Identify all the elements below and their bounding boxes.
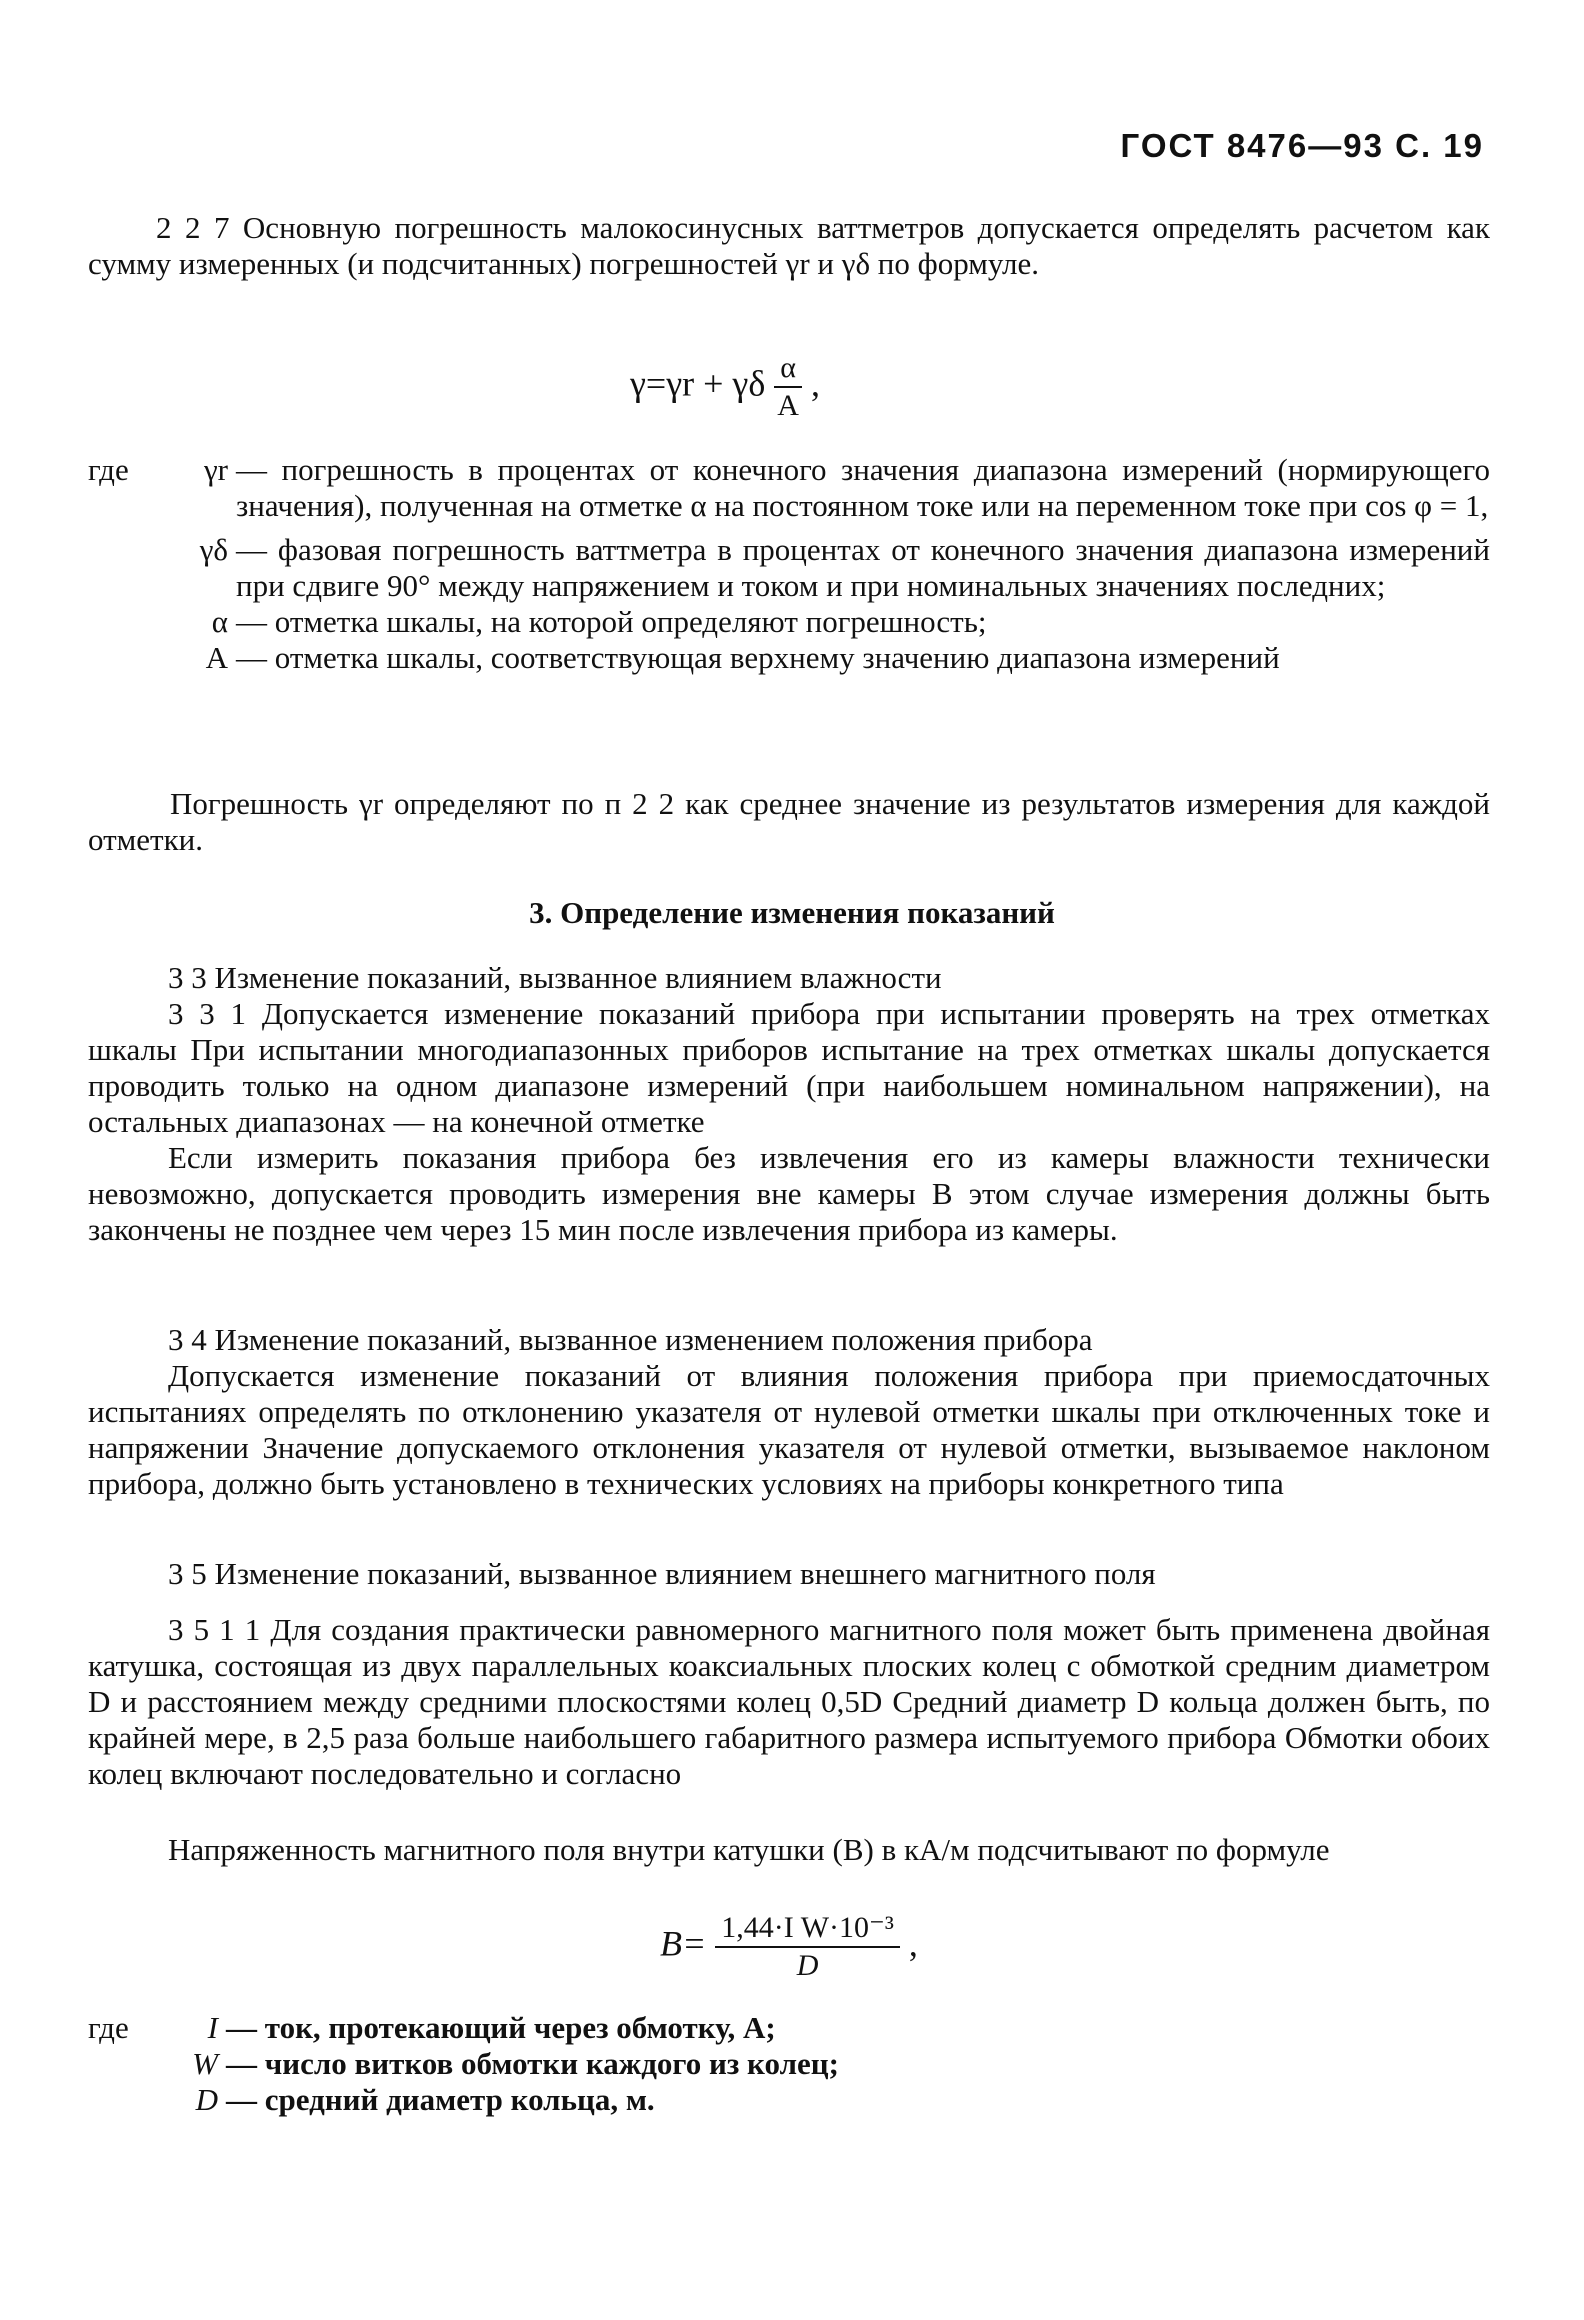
section-title-3: 3. Определение изменения показаний [529, 895, 1055, 930]
paragraph-3-3 [88, 960, 1490, 1248]
definition-symbol: α [211, 604, 228, 639]
definition-item [88, 2082, 1490, 2118]
page-header: ГОСТ 8476—93 С. 19 [1120, 127, 1484, 164]
definition-lead: где [88, 452, 129, 487]
formula-b [660, 1910, 918, 1984]
formula-denominator: D [796, 1949, 819, 1982]
definition-text: — средний диаметр кольца, м. [226, 2082, 655, 2117]
definition-symbol: γr [203, 452, 228, 487]
definition-text: — ток, протекающий через обмотку, А; [226, 2010, 776, 2045]
definition-symbol: γδ [199, 532, 228, 567]
paragraph-text: Напряженность магнитного поля внутри катушки (B) в кА/м подсчитывают по формуле [168, 1832, 1330, 1867]
definition-text: — отметка шкалы, соответствующая верхнему значению диапазона измерений [236, 640, 1280, 675]
paragraph-2-2-7 [88, 210, 1490, 282]
paragraph-field-strength [88, 1832, 1490, 1868]
formula-lhs: γ=γr + γδ [630, 363, 766, 404]
paragraph-3-5-1-1 [88, 1612, 1490, 1792]
definition-item [88, 452, 1490, 524]
definition-lead: где [88, 2010, 129, 2045]
paragraph-text: Погрешность γr определяют по п 2 2 как среднее значение из результатов измерения для каждой отметки. [88, 786, 1490, 857]
paragraph-3-5 [88, 1556, 1490, 1592]
formula-fraction [774, 350, 802, 424]
formula-fraction [715, 1910, 900, 1984]
paragraph-text: 3 5 1 1 Для создания практически равномерного магнитного поля может быть применена двойная катушка, состоящая из двух параллельных коаксиальных плоских колец с обмоткой средним диаметром D и расстоянием между средними плоскостями колец 0,5D Средний диаметр D кольца должен быть, по крайней мере, в 2,5 раза больше наибольшего габаритного размера испытуемого прибора Обмотки обоих колец включают последовательно и согласно [88, 1612, 1490, 1791]
formula-tail: , [811, 363, 820, 404]
definition-text: — погрешность в процентах от конечного значения диапазона измерений (нормирующего значения), полученная на отметке α на постоянном токе или на переменном токе при cos φ = 1, [236, 452, 1490, 523]
definitions-list-2 [88, 2010, 1490, 2118]
definition-symbol: W [192, 2046, 218, 2081]
formula-lhs: B= [660, 1923, 707, 1964]
paragraph-text: Если измерить показания прибора без извлечения его из камеры влажности технически невозможно, допускается проводить измерения вне камеры В этом случае измерения должны быть закончены не позднее чем через 15 мин после извлечения прибора из камеры. [88, 1140, 1490, 1247]
definition-item [88, 640, 1490, 676]
definition-text: — отметка шкалы, на которой определяют погрешность; [236, 604, 987, 639]
formula-numerator: 1,44·I W·10⁻³ [715, 1910, 900, 1948]
paragraph-text: Допускается изменение показаний от влияния положения прибора при приемосдаточных испытаниях определять по отклонению указателя от нулевой отметки шкалы при отключенных токе и напряжении Значение допускаемого отклонения указателя от нулевой отметки, вызываемое наклоном прибора, должно быть установлено в технических условиях на приборы конкретного типа [88, 1358, 1490, 1501]
definition-item [88, 532, 1490, 604]
paragraph-error-gamma [88, 786, 1490, 858]
paragraph-text: 3 3 Изменение показаний, вызванное влиянием влажности [168, 960, 942, 995]
formula-denominator: A [777, 389, 799, 422]
definition-symbol: I [207, 2010, 218, 2045]
definitions-list-1 [88, 452, 1490, 676]
definition-item [88, 2046, 1490, 2082]
formula-numerator: α [774, 350, 802, 388]
definition-item [88, 2010, 1490, 2046]
definition-symbol: A [205, 640, 228, 675]
definition-symbol: D [195, 2082, 218, 2117]
formula-gamma [630, 350, 820, 424]
paragraph-text: 2 2 7 Основную погрешность малокосинусных ваттметров допускается определять расчетом как сумму измеренных (и подсчитанных) погрешностей γr и γδ по формуле. [88, 210, 1490, 281]
definition-text: — число витков обмотки каждого из колец; [226, 2046, 839, 2081]
definition-text: — фазовая погрешность ваттметра в процентах от конечного значения диапазона измерений при сдвиге 90° между напряжением и током и при номинальных значениях последних; [236, 532, 1490, 603]
paragraph-3-4 [88, 1322, 1490, 1502]
paragraph-text: 3 5 Изменение показаний, вызванное влиянием внешнего магнитного поля [168, 1556, 1156, 1591]
paragraph-text: 3 4 Изменение показаний, вызванное изменением положения прибора [168, 1322, 1093, 1357]
definition-item [88, 604, 1490, 640]
formula-tail: , [908, 1923, 918, 1964]
paragraph-text: 3 3 1 Допускается изменение показаний прибора при испытании проверять на трех отметках шкалы При испытании многодиапазонных приборов испытание на трех отметках шкалы допускается проводить только на одном диапазоне измерений (при наибольшем номинальном напряжении), на остальных диапазонах — на конечной отметке [88, 996, 1490, 1139]
